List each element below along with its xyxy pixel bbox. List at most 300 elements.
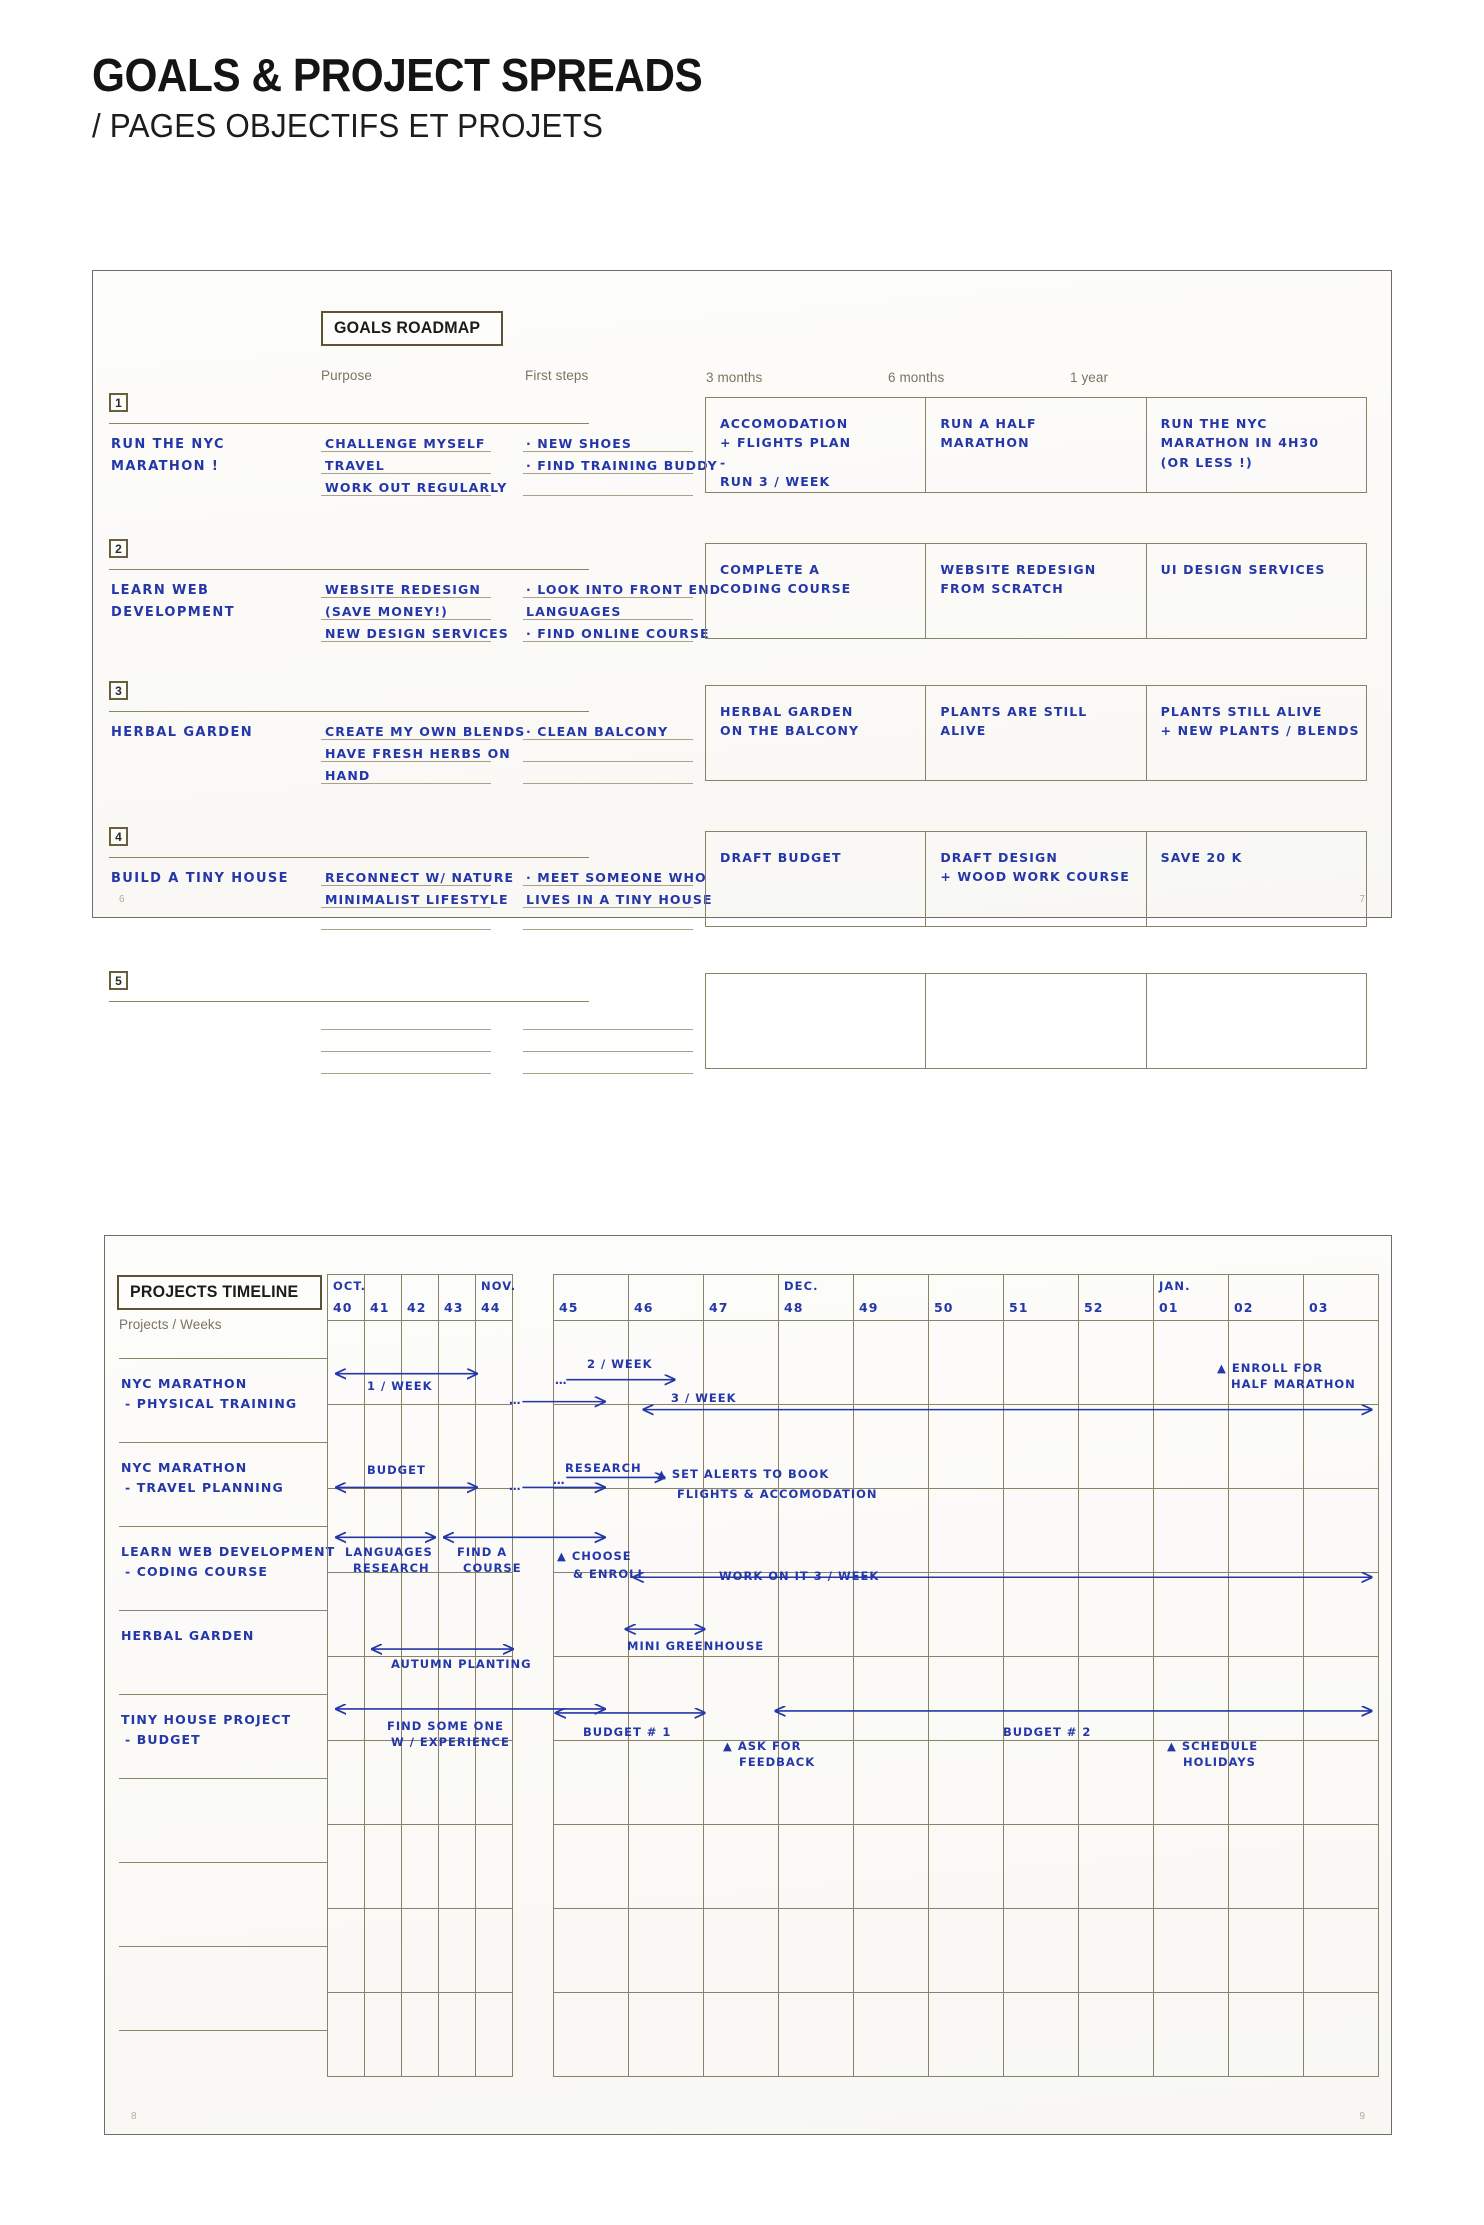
week-number-label: 46 bbox=[634, 1299, 654, 1315]
goal-timeline-cell bbox=[706, 398, 926, 492]
week-number-label: 43 bbox=[444, 1299, 464, 1315]
timeline-header-6-months: 6 months bbox=[888, 370, 945, 385]
week-cell[interactable] bbox=[1004, 1993, 1079, 2077]
week-cell[interactable] bbox=[365, 1741, 402, 1825]
week-header-cell bbox=[365, 1275, 402, 1321]
week-header-cell bbox=[779, 1275, 854, 1321]
annotation-research: RESEARCH bbox=[565, 1461, 642, 1475]
week-cell[interactable] bbox=[1154, 1489, 1229, 1573]
project-title: NYC MARATHON bbox=[121, 1376, 248, 1391]
goal-timeline-cell bbox=[706, 544, 926, 638]
week-cell[interactable] bbox=[1004, 1909, 1079, 1993]
page-number-left: 6 bbox=[119, 894, 125, 905]
week-cell[interactable] bbox=[476, 1405, 513, 1489]
week-header-cell bbox=[1004, 1275, 1079, 1321]
week-cell[interactable] bbox=[1154, 1657, 1229, 1741]
goal-row-divider bbox=[109, 1001, 589, 1002]
week-cell[interactable] bbox=[476, 1741, 513, 1825]
goal-timeline-line: (OR LESS !) bbox=[1160, 454, 1253, 470]
annotation-work-on-it: WORK ON IT 3 / WEEK bbox=[719, 1569, 880, 1583]
timeline-header-1-year: 1 year bbox=[1070, 370, 1109, 385]
week-cell[interactable] bbox=[439, 1573, 476, 1657]
page-header bbox=[92, 49, 755, 145]
week-cell[interactable] bbox=[439, 1405, 476, 1489]
project-row-divider bbox=[119, 1610, 327, 1611]
annotation-choose: ▲ CHOOSE bbox=[557, 1549, 632, 1563]
week-cell[interactable] bbox=[929, 1657, 1004, 1741]
purpose-rule bbox=[321, 929, 491, 930]
projects-timeline-label: PROJECTS TIMELINE bbox=[117, 1275, 322, 1310]
goal-timeline-line: - bbox=[720, 454, 727, 470]
week-cell[interactable] bbox=[476, 1573, 513, 1657]
purpose-text: CHALLENGE MYSELF bbox=[325, 436, 486, 451]
week-cell[interactable] bbox=[854, 1321, 929, 1405]
purpose-text: TRAVEL bbox=[325, 458, 385, 473]
week-cell[interactable] bbox=[476, 1321, 513, 1405]
purpose-text: RECONNECT W/ NATURE bbox=[325, 870, 515, 885]
goal-timeline-cell bbox=[1147, 686, 1366, 780]
goal-timeline-group bbox=[705, 397, 1367, 493]
week-number-label: 52 bbox=[1084, 1299, 1104, 1315]
project-row-divider bbox=[119, 2030, 327, 2031]
first-step-rule bbox=[523, 929, 693, 930]
first-step-text: · FIND ONLINE COURSE bbox=[526, 626, 710, 641]
project-title: LEARN WEB DEVELOPMENT bbox=[121, 1544, 336, 1559]
annotation-frequency: 2 / WEEK bbox=[587, 1357, 653, 1371]
week-cell[interactable] bbox=[779, 1657, 854, 1741]
week-cell[interactable] bbox=[1079, 1825, 1154, 1909]
week-cell[interactable] bbox=[365, 1573, 402, 1657]
week-cell[interactable] bbox=[439, 1909, 476, 1993]
week-cell[interactable] bbox=[929, 1405, 1004, 1489]
week-cell[interactable] bbox=[328, 1405, 365, 1489]
first-step-text: · MEET SOMEONE WHO bbox=[526, 870, 707, 885]
goal-timeline-line: + NEW PLANTS / BLENDS bbox=[1160, 723, 1360, 739]
annotation-continues: … bbox=[509, 1479, 522, 1493]
project-subtitle: - PHYSICAL TRAINING bbox=[125, 1396, 298, 1411]
week-number-label: 02 bbox=[1234, 1299, 1254, 1315]
week-cell[interactable] bbox=[929, 1741, 1004, 1825]
week-cell[interactable] bbox=[328, 1657, 365, 1741]
first-step-text: LANGUAGES bbox=[526, 604, 622, 619]
purpose-text: WORK OUT REGULARLY bbox=[325, 480, 508, 495]
first-step-rule bbox=[523, 1051, 693, 1052]
goal-timeline-line: DRAFT DESIGN bbox=[940, 850, 1058, 865]
first-step-rule bbox=[523, 1029, 693, 1030]
week-number-label: 51 bbox=[1009, 1299, 1029, 1315]
table-row bbox=[328, 1909, 513, 1993]
page-subtitle: / PAGES OBJECTIFS ET PROJETS bbox=[92, 106, 604, 144]
week-header-cell bbox=[439, 1275, 476, 1321]
week-cell[interactable] bbox=[1304, 1489, 1379, 1573]
week-cell[interactable] bbox=[1304, 1573, 1379, 1657]
week-cell[interactable] bbox=[554, 1825, 629, 1909]
annotation-flights-accomodation: FLIGHTS & ACCOMODATION bbox=[677, 1487, 878, 1501]
week-cell[interactable] bbox=[629, 1909, 704, 1993]
project-subtitle: - TRAVEL PLANNING bbox=[125, 1480, 284, 1495]
week-cell[interactable] bbox=[1304, 1909, 1379, 1993]
week-cell[interactable] bbox=[779, 1993, 854, 2077]
week-cell[interactable] bbox=[1304, 1405, 1379, 1489]
week-cell[interactable] bbox=[554, 1573, 629, 1657]
week-header-cell bbox=[1229, 1275, 1304, 1321]
annotation-frequency: 1 / WEEK bbox=[367, 1379, 433, 1393]
annotation-research: RESEARCH bbox=[353, 1561, 430, 1575]
goal-timeline-line: DRAFT BUDGET bbox=[720, 850, 842, 865]
table-row bbox=[554, 1993, 1379, 2077]
week-cell[interactable] bbox=[439, 1321, 476, 1405]
week-cell[interactable] bbox=[629, 1741, 704, 1825]
week-cell[interactable] bbox=[779, 1321, 854, 1405]
goal-timeline-line: MARATHON bbox=[940, 435, 1030, 451]
annotation-mini-greenhouse: MINI GREENHOUSE bbox=[627, 1639, 765, 1653]
first-step-text: LIVES IN A TINY HOUSE bbox=[526, 892, 713, 907]
goal-timeline-line: ACCOMODATION bbox=[720, 416, 849, 431]
goal-timeline-cell bbox=[1147, 832, 1366, 926]
goal-timeline-line: + WOOD WORK COURSE bbox=[940, 869, 1130, 885]
goal-number-badge: 2 bbox=[109, 539, 128, 558]
goal-number-badge: 1 bbox=[109, 393, 128, 412]
purpose-text: (SAVE MONEY!) bbox=[325, 604, 448, 619]
project-row-divider bbox=[119, 1442, 327, 1443]
annotation-set-alerts: ▲ SET ALERTS TO BOOK bbox=[657, 1467, 830, 1481]
week-cell[interactable] bbox=[704, 1993, 779, 2077]
column-header-first-steps: First steps bbox=[525, 368, 589, 383]
goal-timeline-line: SAVE 20 K bbox=[1160, 850, 1243, 865]
first-step-text: · FIND TRAINING BUDDY bbox=[526, 458, 718, 473]
week-cell[interactable] bbox=[365, 1909, 402, 1993]
week-cell[interactable] bbox=[365, 1825, 402, 1909]
goal-timeline-cell bbox=[706, 974, 926, 1068]
week-cell[interactable] bbox=[1229, 1909, 1304, 1993]
annotation-find-someone: FIND SOME ONE bbox=[387, 1719, 504, 1733]
goal-timeline-cell bbox=[1147, 974, 1366, 1068]
week-cell[interactable] bbox=[1004, 1489, 1079, 1573]
week-cell[interactable] bbox=[328, 1573, 365, 1657]
weeks-header-row bbox=[328, 1275, 513, 1321]
week-cell[interactable] bbox=[1304, 1741, 1379, 1825]
goal-number-badge: 3 bbox=[109, 681, 128, 700]
week-cell[interactable] bbox=[1229, 1489, 1304, 1573]
annotation-half-marathon: HALF MARATHON bbox=[1231, 1377, 1356, 1391]
project-row-divider bbox=[119, 1526, 327, 1527]
week-cell[interactable] bbox=[854, 1657, 929, 1741]
week-header-cell bbox=[629, 1275, 704, 1321]
week-cell[interactable] bbox=[554, 1741, 629, 1825]
goal-timeline-line: PLANTS ARE STILL bbox=[940, 704, 1088, 719]
page-number-right: 7 bbox=[1359, 894, 1365, 905]
week-cell[interactable] bbox=[629, 1993, 704, 2077]
week-cell[interactable] bbox=[1154, 1825, 1229, 1909]
week-header-cell bbox=[1079, 1275, 1154, 1321]
goal-title-line: DEVELOPMENT bbox=[111, 605, 235, 620]
week-cell[interactable] bbox=[1079, 1405, 1154, 1489]
week-cell[interactable] bbox=[476, 1909, 513, 1993]
week-cell[interactable] bbox=[1079, 1321, 1154, 1405]
project-row-divider bbox=[119, 1694, 327, 1695]
timeline-header-3-months: 3 months bbox=[706, 370, 763, 385]
annotation-w-experience: W / EXPERIENCE bbox=[391, 1735, 510, 1749]
week-cell[interactable] bbox=[854, 1825, 929, 1909]
week-cell[interactable] bbox=[476, 1825, 513, 1909]
goal-row-divider bbox=[109, 423, 589, 424]
week-cell[interactable] bbox=[402, 1741, 439, 1825]
week-cell[interactable] bbox=[1004, 1405, 1079, 1489]
week-cell[interactable] bbox=[1304, 1825, 1379, 1909]
week-number-label: 41 bbox=[370, 1299, 390, 1315]
week-header-cell bbox=[402, 1275, 439, 1321]
week-number-label: 44 bbox=[481, 1299, 501, 1315]
goal-timeline-line: FROM SCRATCH bbox=[940, 581, 1064, 597]
project-row-divider bbox=[119, 1778, 327, 1779]
annotation-ask-for: ▲ ASK FOR bbox=[723, 1739, 802, 1753]
week-month-label: OCT. bbox=[333, 1279, 367, 1293]
week-cell[interactable] bbox=[854, 1909, 929, 1993]
week-number-label: 50 bbox=[934, 1299, 954, 1315]
week-cell[interactable] bbox=[779, 1825, 854, 1909]
purpose-text: WEBSITE REDESIGN bbox=[325, 582, 481, 597]
goal-timeline-group bbox=[705, 685, 1367, 781]
purpose-text: MINIMALIST LIFESTYLE bbox=[325, 892, 509, 907]
annotation-enroll-half-marathon: ▲ ENROLL FOR bbox=[1217, 1361, 1324, 1375]
week-cell[interactable] bbox=[439, 1741, 476, 1825]
week-number-label: 48 bbox=[784, 1299, 804, 1315]
goal-title-line: LEARN WEB bbox=[111, 583, 210, 598]
annotation-budget: BUDGET bbox=[367, 1463, 426, 1477]
week-cell[interactable] bbox=[1229, 1573, 1304, 1657]
week-cell[interactable] bbox=[1229, 1825, 1304, 1909]
annotation-schedule: ▲ SCHEDULE bbox=[1167, 1739, 1259, 1753]
page-title: GOALS & PROJECT SPREADS bbox=[92, 49, 703, 101]
week-cell[interactable] bbox=[854, 1405, 929, 1489]
week-number-label: 47 bbox=[709, 1299, 729, 1315]
week-cell[interactable] bbox=[779, 1909, 854, 1993]
week-cell[interactable] bbox=[929, 1573, 1004, 1657]
week-cell[interactable] bbox=[1304, 1993, 1379, 2077]
goal-title-line: MARATHON ! bbox=[111, 459, 220, 474]
week-number-label: 42 bbox=[407, 1299, 427, 1315]
goal-row-divider bbox=[109, 857, 589, 858]
week-cell[interactable] bbox=[704, 1909, 779, 1993]
goal-timeline-line: RUN A HALF bbox=[940, 416, 1037, 431]
goal-timeline-line: + FLIGHTS PLAN bbox=[720, 435, 852, 451]
table-row bbox=[554, 1825, 1379, 1909]
goal-timeline-line: ALIVE bbox=[940, 723, 987, 739]
goal-timeline-cell bbox=[926, 686, 1146, 780]
week-cell[interactable] bbox=[439, 1993, 476, 2077]
week-cell[interactable] bbox=[554, 1993, 629, 2077]
axis-label-projects-weeks: Projects / Weeks bbox=[119, 1317, 222, 1332]
goal-timeline-line: RUN THE NYC bbox=[1160, 416, 1268, 431]
first-step-rule bbox=[523, 495, 693, 496]
week-cell[interactable] bbox=[439, 1825, 476, 1909]
week-cell[interactable] bbox=[476, 1993, 513, 2077]
week-cell[interactable] bbox=[328, 1741, 365, 1825]
goal-timeline-cell bbox=[926, 544, 1146, 638]
annotation-continues: … bbox=[553, 1473, 566, 1487]
week-cell[interactable] bbox=[402, 1909, 439, 1993]
goal-timeline-line: WEBSITE REDESIGN bbox=[940, 562, 1097, 577]
annotation-continues: … bbox=[555, 1373, 568, 1387]
table-row bbox=[328, 1741, 513, 1825]
goal-number-badge: 5 bbox=[109, 971, 128, 990]
week-cell[interactable] bbox=[1154, 1909, 1229, 1993]
purpose-text: HAVE FRESH HERBS ON bbox=[325, 746, 511, 761]
annotation-feedback: FEEDBACK bbox=[739, 1755, 816, 1769]
week-cell[interactable] bbox=[1004, 1741, 1079, 1825]
week-cell[interactable] bbox=[929, 1909, 1004, 1993]
annotation-find-a: FIND A bbox=[457, 1545, 508, 1559]
goal-timeline-group bbox=[705, 543, 1367, 639]
week-cell[interactable] bbox=[554, 1909, 629, 1993]
project-row-divider bbox=[119, 1358, 327, 1359]
goal-title-line: HERBAL GARDEN bbox=[111, 725, 254, 740]
week-cell[interactable] bbox=[1079, 1741, 1154, 1825]
week-cell[interactable] bbox=[1079, 1489, 1154, 1573]
week-cell[interactable] bbox=[929, 1825, 1004, 1909]
week-header-cell bbox=[854, 1275, 929, 1321]
week-month-label: NOV. bbox=[481, 1279, 517, 1293]
annotation-continues: … bbox=[509, 1393, 522, 1407]
goal-timeline-cell bbox=[1147, 398, 1366, 492]
goal-timeline-cell bbox=[706, 686, 926, 780]
week-month-label: JAN. bbox=[1159, 1279, 1191, 1293]
week-cell[interactable] bbox=[402, 1993, 439, 2077]
week-cell[interactable] bbox=[929, 1321, 1004, 1405]
project-title: HERBAL GARDEN bbox=[121, 1628, 255, 1643]
table-row bbox=[328, 1825, 513, 1909]
week-cell[interactable] bbox=[854, 1993, 929, 2077]
first-step-text: · CLEAN BALCONY bbox=[526, 724, 669, 739]
purpose-rule bbox=[321, 1051, 491, 1052]
week-cell[interactable] bbox=[1079, 1909, 1154, 1993]
week-cell[interactable] bbox=[929, 1489, 1004, 1573]
table-row bbox=[328, 1573, 513, 1657]
first-step-rule bbox=[523, 783, 693, 784]
goal-title-line: BUILD A TINY HOUSE bbox=[111, 871, 289, 886]
goals-roadmap-label: GOALS ROADMAP bbox=[321, 311, 503, 346]
week-cell[interactable] bbox=[402, 1825, 439, 1909]
goals-roadmap-spread bbox=[92, 270, 1392, 988]
purpose-rule bbox=[321, 1029, 491, 1030]
week-header-cell bbox=[476, 1275, 517, 1321]
purpose-rule bbox=[321, 1073, 491, 1074]
goal-timeline-group bbox=[705, 973, 1367, 1069]
weeks-header-row bbox=[554, 1275, 1379, 1321]
page-number-right: 9 bbox=[1359, 2111, 1365, 2122]
first-step-rule bbox=[523, 761, 693, 762]
goal-timeline-cell bbox=[926, 832, 1146, 926]
week-header-cell bbox=[929, 1275, 1004, 1321]
project-row-divider bbox=[119, 1946, 327, 1947]
column-header-purpose: Purpose bbox=[321, 368, 372, 383]
page-number-left: 8 bbox=[131, 2111, 137, 2122]
goal-timeline-line: CODING COURSE bbox=[720, 581, 852, 597]
goal-timeline-line: RUN 3 / WEEK bbox=[720, 474, 831, 490]
week-cell[interactable] bbox=[1154, 1405, 1229, 1489]
annotation-budget-2: BUDGET # 2 bbox=[1003, 1725, 1092, 1739]
week-cell[interactable] bbox=[328, 1993, 365, 2077]
week-header-cell bbox=[704, 1275, 779, 1321]
annotation-frequency: 3 / WEEK bbox=[671, 1391, 737, 1405]
week-cell[interactable] bbox=[328, 1825, 365, 1909]
goal-timeline-line: UI DESIGN SERVICES bbox=[1160, 562, 1326, 577]
week-number-label: 01 bbox=[1159, 1299, 1179, 1315]
project-subtitle: - BUDGET bbox=[125, 1732, 201, 1747]
annotation-course: COURSE bbox=[463, 1561, 522, 1575]
goal-timeline-group bbox=[705, 831, 1367, 927]
goal-timeline-cell bbox=[1147, 544, 1366, 638]
goal-timeline-cell bbox=[926, 398, 1146, 492]
week-cell[interactable] bbox=[1079, 1573, 1154, 1657]
week-cell[interactable] bbox=[1229, 1657, 1304, 1741]
week-cell[interactable] bbox=[1004, 1573, 1079, 1657]
purpose-text: CREATE MY OWN BLENDS bbox=[325, 724, 526, 739]
week-cell[interactable] bbox=[402, 1573, 439, 1657]
project-title: NYC MARATHON bbox=[121, 1460, 248, 1475]
first-step-text: · NEW SHOES bbox=[526, 436, 632, 451]
week-cell[interactable] bbox=[629, 1825, 704, 1909]
project-subtitle: - CODING COURSE bbox=[125, 1564, 269, 1579]
week-header-cell bbox=[1154, 1275, 1229, 1321]
week-header-cell bbox=[328, 1275, 365, 1321]
week-number-label: 45 bbox=[559, 1299, 579, 1315]
table-row bbox=[554, 1657, 1379, 1741]
week-cell[interactable] bbox=[929, 1993, 1004, 2077]
goal-row-divider bbox=[109, 711, 589, 712]
projects-timeline-spread bbox=[104, 1235, 1392, 2135]
annotation-languages: LANGUAGES bbox=[345, 1545, 433, 1559]
week-cell[interactable] bbox=[1229, 1993, 1304, 2077]
project-row-divider bbox=[119, 1862, 327, 1863]
week-cell[interactable] bbox=[1304, 1657, 1379, 1741]
week-cell[interactable] bbox=[1004, 1321, 1079, 1405]
goal-number-badge: 4 bbox=[109, 827, 128, 846]
goal-row-divider bbox=[109, 569, 589, 570]
week-cell[interactable] bbox=[328, 1909, 365, 1993]
goal-timeline-line: ON THE BALCONY bbox=[720, 723, 860, 739]
annotation-enroll: & ENROLL bbox=[573, 1567, 646, 1581]
first-step-rule bbox=[523, 1073, 693, 1074]
week-cell[interactable] bbox=[328, 1321, 365, 1405]
week-cell[interactable] bbox=[1079, 1993, 1154, 2077]
week-number-label: 03 bbox=[1309, 1299, 1329, 1315]
goal-timeline-line: MARATHON IN 4H30 bbox=[1160, 435, 1320, 451]
week-month-label: DEC. bbox=[784, 1279, 819, 1293]
week-cell[interactable] bbox=[1229, 1405, 1304, 1489]
week-cell[interactable] bbox=[1004, 1825, 1079, 1909]
week-cell[interactable] bbox=[704, 1825, 779, 1909]
annotation-holidays: HOLIDAYS bbox=[1183, 1755, 1256, 1769]
week-cell[interactable] bbox=[1154, 1573, 1229, 1657]
purpose-text: HAND bbox=[325, 768, 371, 783]
week-cell[interactable] bbox=[1154, 1993, 1229, 2077]
table-row bbox=[328, 1993, 513, 2077]
table-row bbox=[554, 1909, 1379, 1993]
first-step-text: · LOOK INTO FRONT END bbox=[526, 582, 722, 597]
goal-timeline-line: PLANTS STILL ALIVE bbox=[1160, 704, 1323, 719]
goal-timeline-line: HERBAL GARDEN bbox=[720, 704, 854, 719]
week-cell[interactable] bbox=[365, 1993, 402, 2077]
goal-timeline-line: COMPLETE A bbox=[720, 562, 820, 577]
project-title: TINY HOUSE PROJECT bbox=[121, 1712, 292, 1727]
annotation-budget-1: BUDGET # 1 bbox=[583, 1725, 672, 1739]
week-header-cell bbox=[1304, 1275, 1379, 1321]
week-cell[interactable] bbox=[854, 1741, 929, 1825]
week-cell[interactable] bbox=[704, 1657, 779, 1741]
annotation-autumn-planting: AUTUMN PLANTING bbox=[391, 1657, 532, 1671]
goal-title-line: RUN THE NYC bbox=[111, 437, 225, 452]
